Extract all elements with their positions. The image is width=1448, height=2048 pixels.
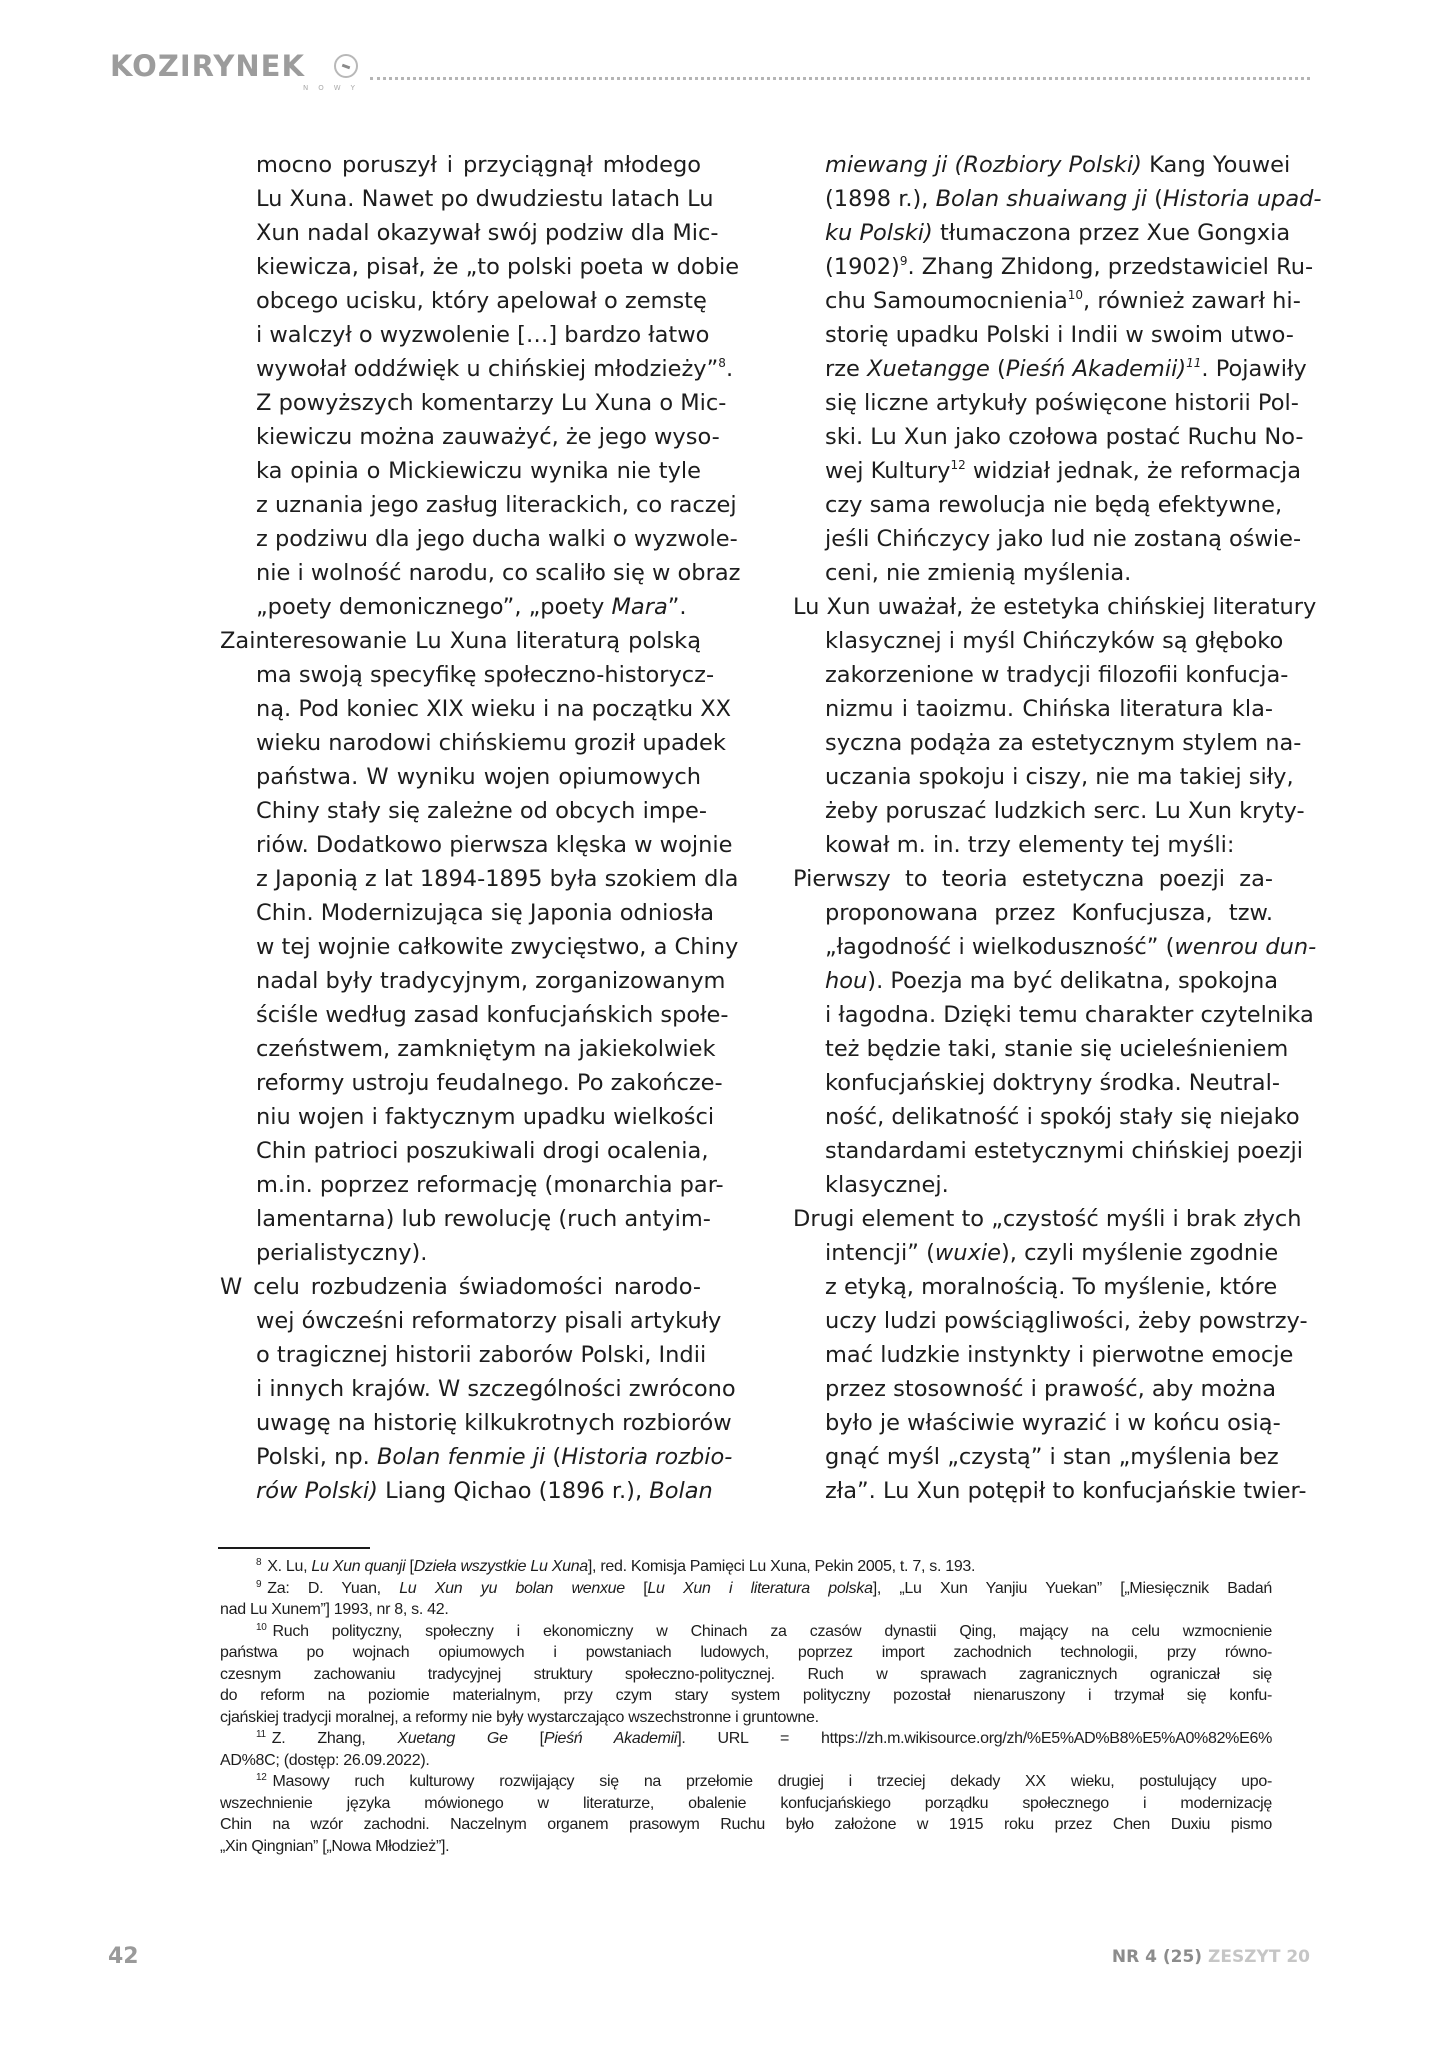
text-line — [220, 998, 729, 1032]
text-line — [220, 692, 732, 726]
text-run: Lu Xuna. Nawet po dwudziestu latach Lu — [256, 186, 714, 212]
text-line — [220, 726, 726, 760]
text-line — [220, 1270, 701, 1304]
text-run: wieku narodowi chińskiemu groził upadek — [256, 730, 726, 756]
text-run: kiewiczu można zauważyć, że jego wyso- — [256, 424, 720, 450]
text-run: wej ówcześni reformatorzy pisali artykuły — [256, 1308, 722, 1334]
text-run: tłumaczona przez Xue Gongxia — [932, 220, 1291, 246]
text-line — [793, 386, 1299, 420]
footnote-ref: 10 — [1067, 288, 1084, 302]
text-line — [793, 726, 1302, 760]
footnote-line — [220, 1642, 1272, 1664]
text-line — [793, 828, 1273, 862]
text-run: . Pojawiły — [1201, 356, 1307, 382]
text-line — [793, 998, 1314, 1032]
text-run: było je właściwie wyrazić i w końcu osią- — [825, 1410, 1281, 1436]
text-run: niu wojen i faktycznym upadku wielkości — [256, 1104, 715, 1130]
text-run: kował m. in. trzy elementy tej myśli: — [825, 832, 1235, 858]
italic-text: wenrou dun- — [1174, 934, 1317, 960]
text-run: Chin. Modernizująca się Japonia odniosła — [256, 900, 714, 926]
text-line — [220, 318, 710, 352]
text-run: „poety demonicznego”, „poety — [256, 594, 612, 620]
text-line — [220, 964, 726, 998]
text-run: ], red. Komisja Pamięci Lu Xuna, Pekin 2005, t. 7, s. 193. — [587, 1558, 976, 1575]
text-run: i walczył o wyzwolenie […] bardzo łatwo — [256, 322, 710, 348]
text-run: Kang Youwei — [1141, 152, 1291, 178]
text-run: Liang Qichao (1896 r.), — [377, 1478, 650, 1504]
text-run: czeństwem, zamkniętym na jakiekolwiek — [256, 1036, 716, 1062]
italic-text: Historia rozbio- — [561, 1444, 733, 1470]
text-line — [793, 1066, 1280, 1100]
footnote-line — [220, 1836, 1272, 1858]
text-run: państwa. W wyniku wojen opiumowych — [256, 764, 701, 790]
text-run: z uznania jego zasług literackich, co raczej — [256, 492, 737, 518]
text-line — [793, 760, 1294, 794]
text-line — [793, 1202, 1302, 1236]
text-line — [220, 658, 715, 692]
footnote-ref: 12 — [256, 1772, 267, 1783]
italic-text: rów Polski) — [256, 1478, 378, 1504]
text-run: Ruch polityczny, społeczny i ekonomiczny w Chinach za czasów dynastii Qing, mający na celu wzmocnienie — [272, 1622, 1272, 1640]
text-line — [793, 182, 1322, 216]
text-run: się liczne artykuły poświęcone historii Pol- — [825, 390, 1299, 416]
text-run: X. Lu, — [267, 1558, 312, 1575]
text-line — [220, 862, 739, 896]
footnote-line — [220, 1814, 1272, 1836]
footnote-line — [220, 1728, 1272, 1750]
text-run: [ — [507, 1730, 544, 1747]
text-line — [793, 318, 1294, 352]
footnote-ref: 10 — [256, 1621, 267, 1633]
text-run: ka opinia o Mickiewiczu wynika nie tyle — [256, 458, 701, 484]
text-run: uczania spokoju i ciszy, nie ma takiej siły, — [825, 764, 1294, 790]
text-run: „Xin Qingnian” [„Nowa Młodzież”]. — [220, 1837, 450, 1855]
text-line — [793, 250, 1314, 284]
header-dotted-rule — [370, 77, 1310, 80]
text-run: żeby poruszać ludzkich serc. Lu Xun kryty- — [825, 798, 1305, 824]
text-run: wej Kultury — [825, 458, 951, 484]
text-line — [793, 1406, 1281, 1440]
text-run: kiewicza, pisał, że „to polski poeta w dobie — [256, 254, 740, 280]
text-run: . — [725, 356, 734, 382]
text-run: Z. Zhang, — [271, 1730, 398, 1747]
text-run: [ — [624, 1579, 648, 1597]
text-line — [220, 624, 701, 658]
text-run: Chin na wzór zachodni. Naczelnym organem prasowym Ruchu było założone w 1915 roku przez Chen Duxiu pismo — [220, 1816, 1272, 1833]
emblem-icon — [334, 54, 358, 78]
text-run: ściśle według zasad konfucjańskich społe- — [256, 1002, 729, 1028]
text-line — [793, 522, 1302, 556]
italic-text: Lu Xun i literatura polska — [647, 1579, 873, 1597]
italic-text: Historia upad- — [1162, 186, 1322, 212]
text-run: standardami estetycznymi chińskiej poezji — [825, 1138, 1303, 1164]
text-run: perialistyczny). — [256, 1240, 428, 1266]
text-line — [793, 352, 1307, 386]
text-run: obcego ucisku, który apelował o zemstę — [256, 288, 707, 314]
text-line — [793, 1134, 1303, 1168]
text-line — [793, 794, 1305, 828]
text-run: storię upadku Polski i Indii w swoim utwo- — [825, 322, 1294, 348]
text-run: Chin patrioci poszukiwali drogi ocalenia, — [256, 1138, 709, 1164]
text-run: czy sama rewolucja nie będą efektywne, — [825, 492, 1283, 518]
italic-text: Xuetangge — [867, 356, 990, 382]
text-run: Drugi element to „czystość myśli i brak złych — [793, 1206, 1302, 1232]
text-line — [793, 1338, 1294, 1372]
footnote-ref: 11 — [256, 1729, 266, 1740]
text-run: czesnym zachowaniu tradycyjnej struktury społeczno-politycznej. Ruch w sprawach zagranicznych ograniczał się — [220, 1665, 1272, 1683]
text-run: cjańskiej tradycji moralnej, a reformy nie były wystarczająco wszechstronne i gruntowne. — [220, 1708, 819, 1726]
page-number: 42 — [108, 1944, 139, 1969]
italic-text: Bolan fenmie ji — [376, 1444, 546, 1470]
footnote-line — [220, 1599, 1272, 1621]
text-line — [220, 1236, 701, 1270]
text-line — [220, 352, 734, 386]
text-run: w tej wojnie całkowite zwycięstwo, a Chiny — [256, 934, 739, 960]
text-run: syczna podąża za estetycznym stylem na- — [825, 730, 1302, 756]
text-line — [793, 964, 1279, 998]
text-run: gnąć myśl „czystą” i stan „myślenia bez — [825, 1444, 1279, 1470]
text-run: , również zawarł hi- — [1083, 288, 1301, 314]
text-line — [793, 1440, 1279, 1474]
text-run: Polski, np. — [256, 1444, 377, 1470]
logo-subtitle: NOWY — [303, 84, 365, 92]
italic-text: miewang ji (Rozbiory Polski) — [825, 152, 1142, 178]
text-line — [220, 590, 701, 624]
text-run: nizmu i taoizmu. Chińska literatura kla- — [825, 696, 1273, 722]
text-run: uwagę na historię kilkukrotnych rozbiorów — [256, 1410, 732, 1436]
text-line — [220, 1134, 709, 1168]
italic-text: Pieśń Akademii — [543, 1730, 678, 1747]
text-run: . Zhang Zhidong, przedstawiciel Ru- — [907, 254, 1314, 280]
footnote-line — [220, 1556, 1272, 1578]
text-line — [793, 556, 1273, 590]
text-line — [220, 284, 707, 318]
text-run: Z powyższych komentarzy Lu Xuna o Mic- — [256, 390, 727, 416]
text-run: intencji” ( — [825, 1240, 935, 1266]
left-text-column — [220, 148, 741, 1508]
text-line — [220, 794, 707, 828]
journal-logo: KOZIRYNEK — [110, 49, 305, 83]
text-line — [220, 148, 701, 182]
italic-text: Bolan — [649, 1478, 713, 1504]
text-line — [793, 624, 1284, 658]
text-run: Masowy ruch kulturowy rozwijający się na przełomie drugiej i trzeciej dekady XX wieku, postulujący upo- — [272, 1773, 1272, 1790]
text-run: ma swoją specyfikę społeczno-historycz- — [256, 662, 715, 688]
footnote-ref: 11 — [1186, 356, 1202, 370]
footnote-line — [220, 1707, 1272, 1729]
text-run: mocno poruszył i przyciągnął młodego — [256, 152, 701, 178]
text-run: m.in. poprzez reformację (monarchia par- — [256, 1172, 724, 1198]
footnote-ref: 9 — [256, 1578, 262, 1590]
text-line — [220, 420, 720, 454]
footnote-ref: 9 — [899, 254, 908, 268]
text-line — [220, 386, 727, 420]
text-line — [793, 454, 1302, 488]
text-line — [793, 862, 1273, 896]
text-run: Xun nadal okazywał swój podziw dla Mic- — [256, 220, 719, 246]
text-run: lamentarna) lub rewolucję (ruch antyim- — [256, 1206, 711, 1232]
text-run: klasycznej. — [825, 1172, 949, 1198]
text-run: Chiny stały się zależne od obcych impe- — [256, 798, 707, 824]
italic-text: Mara — [611, 594, 668, 620]
text-line — [220, 250, 740, 284]
text-run: wywołał oddźwięk u chińskiej młodzieży” — [256, 356, 719, 382]
text-line — [220, 1032, 716, 1066]
text-run: konfucjańskiej doktryny środka. Neutral- — [825, 1070, 1280, 1096]
text-run: wszechnienie języka mówionego w literaturze, obalenie konfucjańskiego porządku społecznego i modernizację — [220, 1794, 1272, 1812]
footnote-line — [220, 1621, 1272, 1643]
text-line — [220, 1202, 711, 1236]
text-run: Pierwszy to teoria estetyczna poezji za- — [793, 866, 1273, 892]
text-line — [220, 1406, 732, 1440]
text-run: przez stosowność i prawość, aby można — [825, 1376, 1276, 1402]
text-run: [ — [405, 1558, 414, 1575]
footnote-ref: 8 — [256, 1557, 262, 1568]
text-run: nie i wolność narodu, co scaliło się w obraz — [256, 560, 741, 586]
text-line — [793, 930, 1317, 964]
text-line — [793, 1168, 1273, 1202]
text-line — [220, 1372, 736, 1406]
italic-text: Pieśń Akademii) — [1005, 356, 1187, 382]
text-line — [220, 828, 733, 862]
text-run: ( — [989, 356, 1006, 382]
text-line — [220, 896, 714, 930]
text-run: riów. Dodatkowo pierwsza klęska w wojnie — [256, 832, 733, 858]
text-run: z etyką, moralnością. To myślenie, które — [825, 1274, 1278, 1300]
text-line — [793, 1372, 1276, 1406]
text-run: klasycznej i myśl Chińczyków są głęboko — [825, 628, 1284, 654]
text-run: zła”. Lu Xun potępił to konfucjańskie twier- — [825, 1478, 1307, 1504]
text-run: z Japonią z lat 1894-1895 była szokiem dla — [256, 866, 739, 892]
footnote-line — [220, 1685, 1272, 1707]
text-run: chu Samoumocnienia — [825, 288, 1068, 314]
text-line — [793, 1100, 1300, 1134]
text-run: i innych krajów. W szczególności zwrócono — [256, 1376, 736, 1402]
italic-text: wuxie — [934, 1240, 1001, 1266]
footnote-line — [220, 1771, 1272, 1793]
footnotes — [220, 1556, 1272, 1857]
text-line — [220, 488, 737, 522]
footnote-line — [220, 1664, 1272, 1686]
issue-zeszyt: ZESZYT 20 — [1208, 1947, 1310, 1967]
text-run: (1898 r.), — [825, 186, 936, 212]
text-line — [220, 1066, 723, 1100]
text-line — [220, 522, 738, 556]
text-run: nadal były tradycyjnym, zorganizowanym — [256, 968, 726, 994]
text-run: W celu rozbudzenia świadomości narodo- — [220, 1274, 701, 1300]
text-line — [220, 1304, 722, 1338]
italic-text: Bolan shuaiwang ji — [935, 186, 1147, 212]
text-line — [793, 1032, 1289, 1066]
italic-text: hou — [825, 968, 868, 994]
text-run: Lu Xun uważał, że estetyka chińskiej literatury — [793, 594, 1317, 620]
text-run: z podziwu dla jego ducha walki o wyzwole- — [256, 526, 738, 552]
footnote-separator — [218, 1547, 370, 1549]
text-run: (1902) — [825, 254, 900, 280]
text-run: Zainteresowanie Lu Xuna literaturą polską — [220, 628, 701, 654]
text-run: nad Lu Xunem”] 1993, nr 8, s. 42. — [220, 1601, 449, 1618]
text-line — [220, 1168, 724, 1202]
text-line — [793, 148, 1291, 182]
text-run: ), czyli myślenie zgodnie — [1000, 1240, 1279, 1266]
text-line — [220, 930, 739, 964]
text-line — [220, 1440, 733, 1474]
italic-text: Lu Xun yu bolan wenxue — [399, 1579, 625, 1597]
text-run: proponowana przez Konfucjusza, tzw. — [825, 900, 1273, 926]
text-run: uczy ludzi powściągliwości, żeby powstrzy- — [825, 1308, 1308, 1334]
footnote-line — [220, 1578, 1272, 1600]
text-run: ( — [545, 1444, 562, 1470]
text-line — [793, 1236, 1279, 1270]
text-run: ]. URL = https://zh.m.wikisource.org/zh/%E5%AD%B8%E5%A0%82%E6% — [677, 1730, 1273, 1747]
italic-text: ku Polski) — [825, 220, 933, 246]
text-run: do reform na poziomie materialnym, przy czym stary system polityczny pozostał nienaruszony i trzymał się konfu- — [220, 1687, 1272, 1704]
footnote-ref: 8 — [718, 356, 726, 370]
text-line — [793, 896, 1273, 930]
text-run: reformy ustroju feudalnego. Po zakończe- — [256, 1070, 723, 1096]
text-line — [793, 1304, 1308, 1338]
issue-label — [1112, 1947, 1310, 1967]
text-run: ). Poezja ma być delikatna, spokojna — [867, 968, 1279, 994]
italic-text: Xuetang Ge — [397, 1730, 508, 1747]
footnote-line — [220, 1793, 1272, 1815]
issue-number: NR 4 (25) — [1111, 1947, 1203, 1967]
text-run: mać ludzkie instynkty i pierwotne emocje — [825, 1342, 1294, 1368]
text-line — [793, 216, 1291, 250]
italic-text: Dzieła wszystkie Lu Xuna — [413, 1558, 588, 1575]
footnote-line — [220, 1750, 1272, 1772]
text-line — [793, 590, 1317, 624]
text-line — [793, 658, 1289, 692]
text-run: rze — [825, 356, 868, 382]
text-line — [793, 1270, 1278, 1304]
text-run: ną. Pod koniec XIX wieku i na początku XX — [256, 696, 732, 722]
text-run: „łagodność i wielkoduszność” ( — [825, 934, 1175, 960]
text-line — [220, 760, 701, 794]
text-line — [793, 488, 1283, 522]
text-run: ( — [1146, 186, 1163, 212]
text-line — [793, 1474, 1307, 1508]
footnote-ref: 12 — [950, 458, 966, 472]
text-line — [220, 182, 714, 216]
italic-text: Lu Xun quanji — [311, 1558, 406, 1575]
text-line — [220, 1100, 715, 1134]
text-run: Za: D. Yuan, — [267, 1579, 400, 1597]
right-text-column — [793, 148, 1322, 1508]
text-line — [793, 284, 1301, 318]
text-run: ski. Lu Xun jako czołowa postać Ruchu No- — [825, 424, 1304, 450]
text-run: ”. — [667, 594, 687, 620]
text-line — [220, 1338, 707, 1372]
text-run: państwa po wojnach opiumowych i powstaniach ludowych, poprzez import zachodnich technologii, przy równo- — [220, 1644, 1272, 1661]
text-run: AD%8C; (dostęp: 26.09.2022). — [220, 1751, 430, 1769]
text-run: i łagodna. Dzięki temu charakter czytelnika — [825, 1002, 1314, 1028]
text-run: jeśli Chińczycy jako lud nie zostaną oświe- — [825, 526, 1302, 552]
text-run: ność, delikatność i spokój stały się niejako — [825, 1104, 1300, 1130]
text-line — [220, 454, 701, 488]
text-line — [793, 692, 1273, 726]
text-line — [220, 556, 741, 590]
text-run: widział jednak, że reformacja — [965, 458, 1302, 484]
text-run: ceni, nie zmienią myślenia. — [825, 560, 1132, 586]
text-run: o tragicznej historii zaborów Polski, Indii — [256, 1342, 707, 1368]
text-run: ], „Lu Xun Yanjiu Yuekan” [„Miesięcznik Badań — [872, 1579, 1272, 1597]
text-line — [220, 216, 719, 250]
text-line — [220, 1474, 713, 1508]
text-line — [793, 420, 1304, 454]
text-run: zakorzenione w tradycji filozofii konfucja- — [825, 662, 1289, 688]
text-run: też będzie taki, stanie się ucieleśnieniem — [825, 1036, 1289, 1062]
